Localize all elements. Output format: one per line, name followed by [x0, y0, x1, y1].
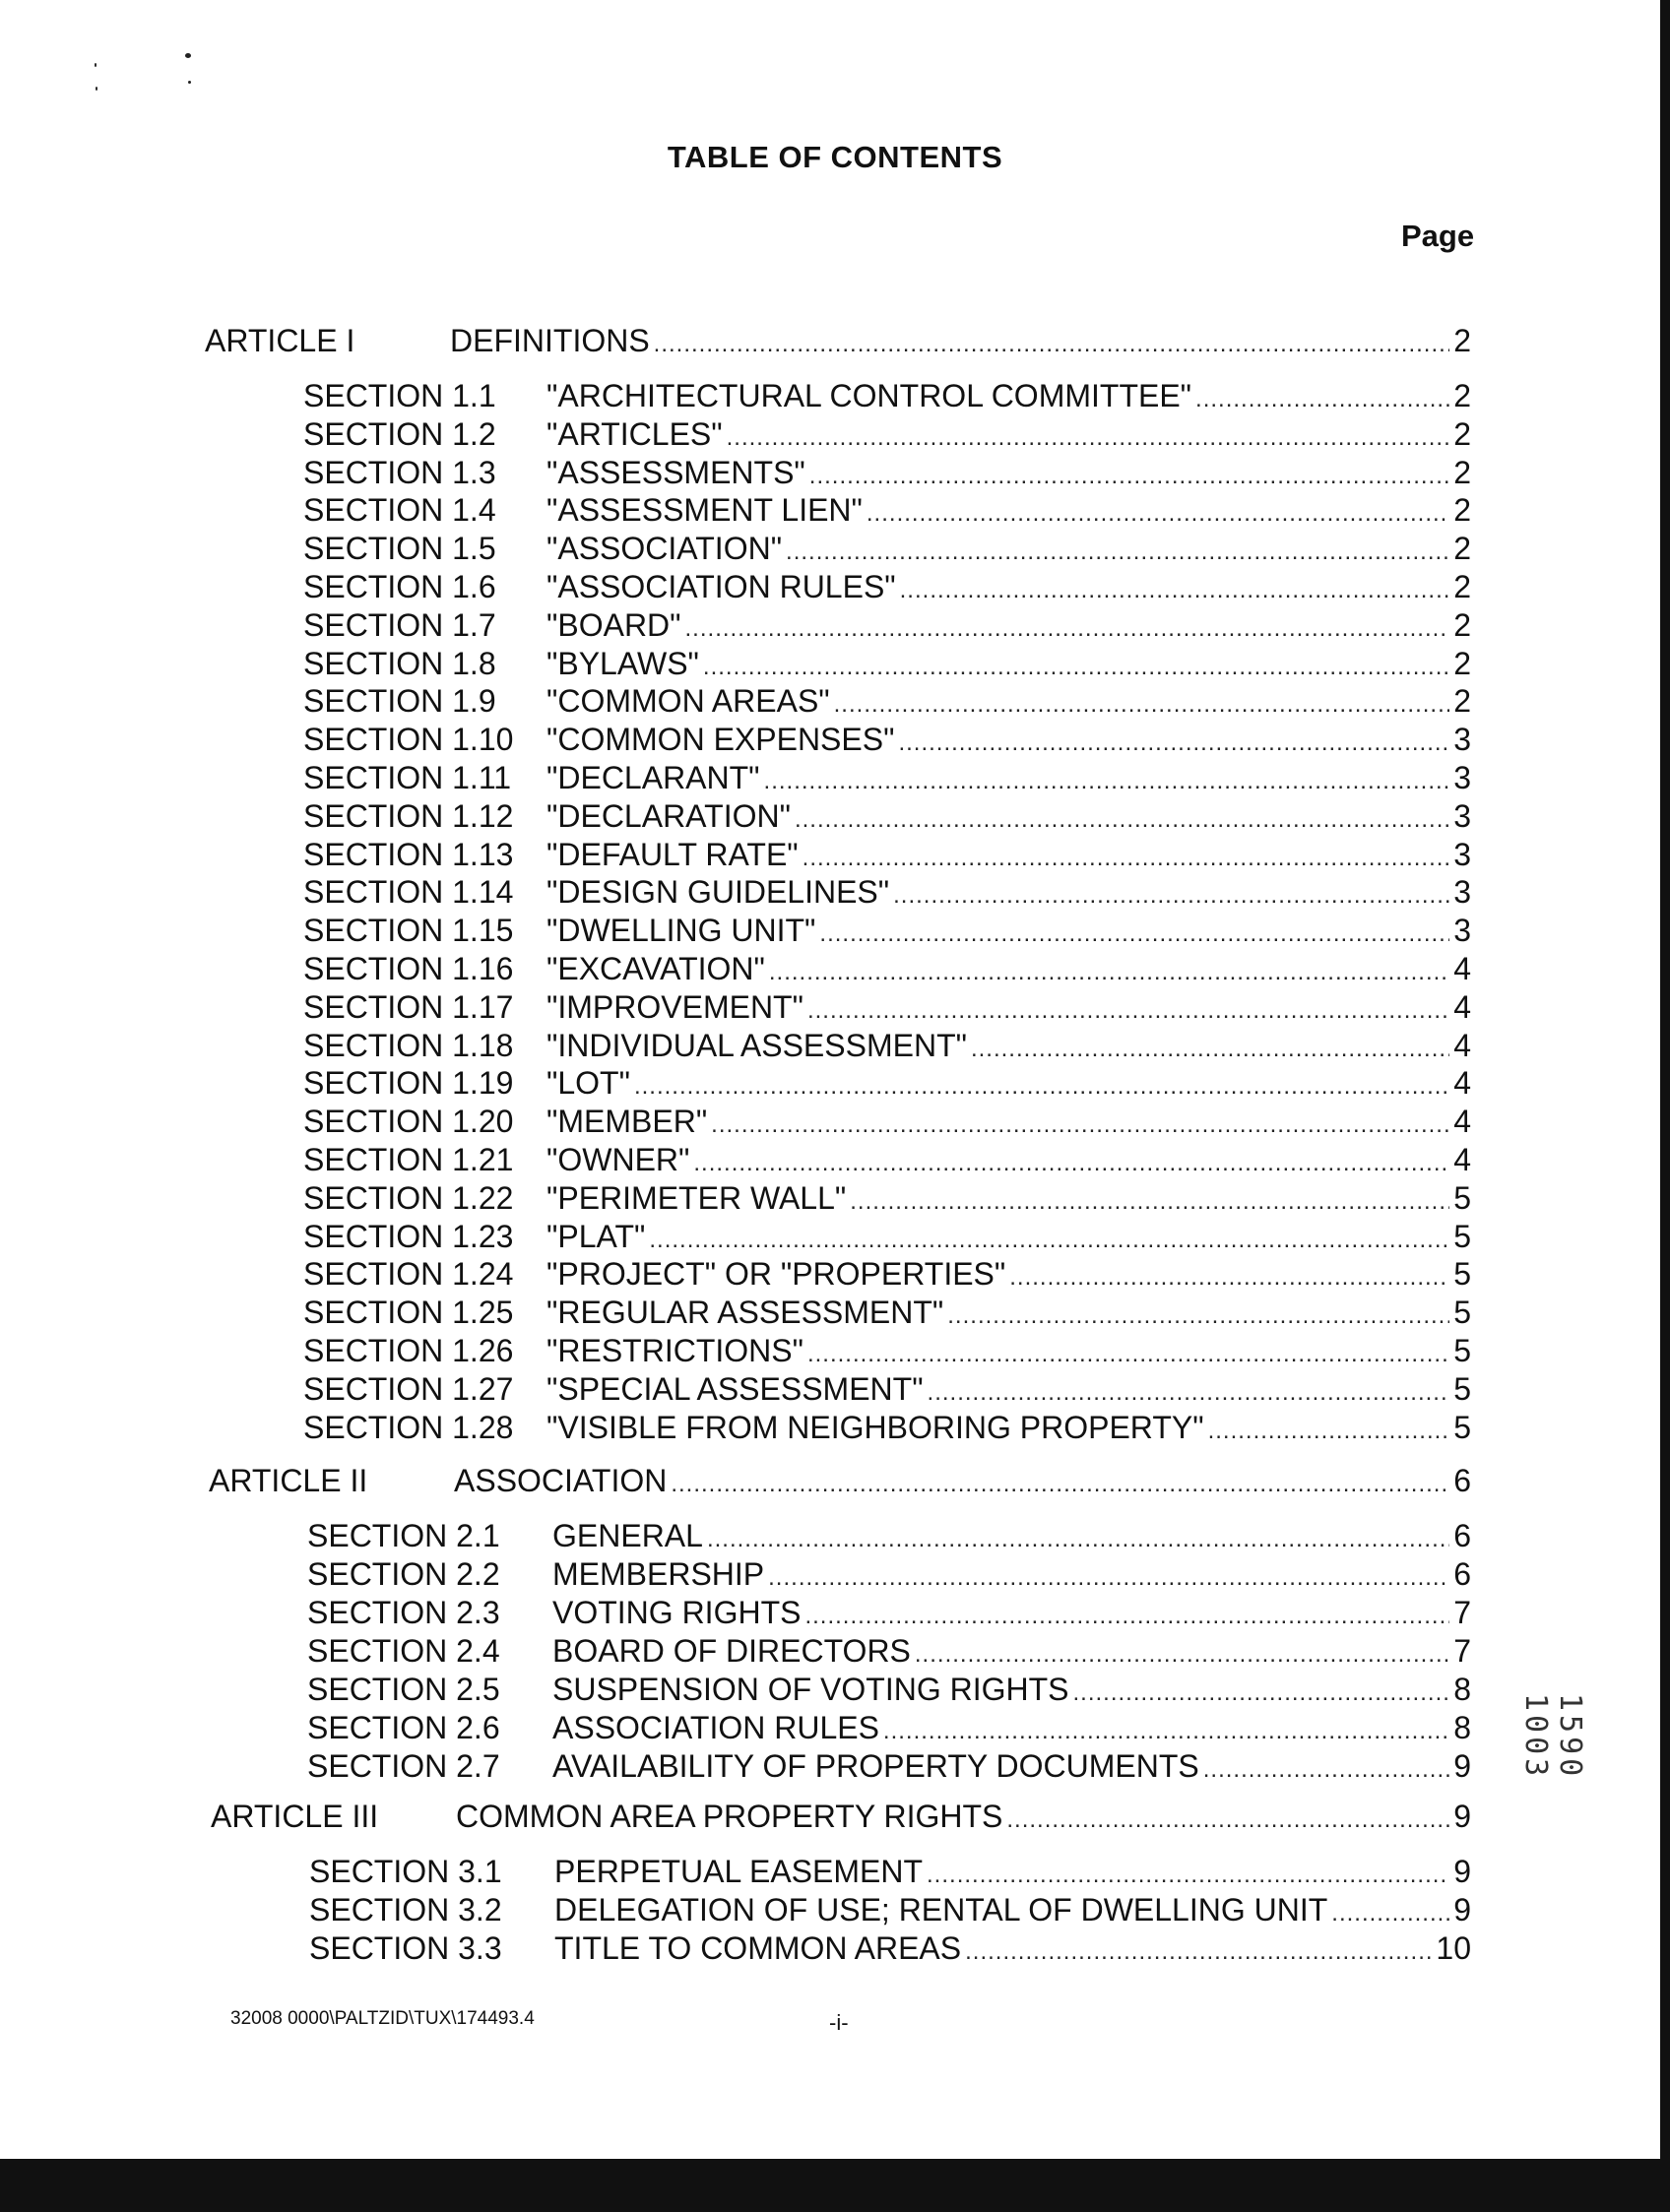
page-ref: 4 [1453, 989, 1471, 1025]
toc-section-row [309, 1894, 1471, 1926]
section-number: SECTION 1.13 [303, 837, 514, 872]
page-ref: 3 [1453, 722, 1471, 757]
section-number: SECTION 1.1 [303, 378, 496, 413]
section-number: SECTION 1.4 [303, 492, 496, 528]
section-title: "SPECIAL ASSESSMENT" [546, 1371, 924, 1407]
page-ref: 5 [1453, 1256, 1471, 1292]
dot-leader [893, 884, 1449, 908]
toc-section-row [307, 1558, 1471, 1590]
section-number: SECTION 2.6 [307, 1710, 500, 1745]
article-number: ARTICLE II [209, 1463, 368, 1498]
section-number: SECTION 1.17 [303, 989, 514, 1025]
page-ref: 8 [1453, 1710, 1471, 1745]
page-ref: 10 [1436, 1930, 1471, 1966]
page-ref: 4 [1453, 1028, 1471, 1063]
page-ref: 4 [1453, 1065, 1471, 1101]
page-ref: 2 [1453, 378, 1471, 413]
section-number: SECTION 1.2 [303, 416, 496, 452]
dot-leader [1073, 1681, 1450, 1705]
section-number: SECTION 1.27 [303, 1371, 514, 1407]
section-number: SECTION 1.18 [303, 1028, 514, 1063]
toc-section-row [303, 1258, 1471, 1290]
article-number: ARTICLE III [211, 1799, 379, 1834]
dot-leader [898, 731, 1449, 755]
toc-section-row [307, 1520, 1471, 1551]
dot-leader [804, 1605, 1449, 1628]
dot-leader [671, 1473, 1449, 1496]
dot-leader [803, 847, 1449, 870]
page-ref: 2 [1453, 492, 1471, 528]
scan-border-bottom [0, 2159, 1670, 2212]
dot-leader [900, 579, 1449, 602]
section-number: SECTION 1.16 [303, 951, 514, 986]
section-number: SECTION 3.3 [309, 1930, 502, 1966]
dot-leader [711, 1113, 1449, 1137]
dot-leader [707, 1528, 1449, 1551]
dot-leader [1195, 388, 1449, 411]
page-ref: 5 [1453, 1410, 1471, 1445]
toc-section-row [303, 991, 1471, 1023]
page-ref: 4 [1453, 1104, 1471, 1139]
section-number: SECTION 1.28 [303, 1410, 514, 1445]
article-number: ARTICLE I [205, 323, 355, 358]
page-ref: 2 [1453, 683, 1471, 719]
toc-section-row [303, 533, 1471, 564]
section-title: "DECLARANT" [546, 760, 760, 795]
section-number: SECTION 2.4 [307, 1633, 500, 1669]
toc-section-row [303, 876, 1471, 908]
page-ref: 7 [1453, 1595, 1471, 1630]
section-title: AVAILABILITY OF PROPERTY DOCUMENTS [552, 1748, 1199, 1784]
page-title: TABLE OF CONTENTS [667, 140, 1003, 174]
toc-section-row [303, 609, 1471, 641]
section-number: SECTION 2.5 [307, 1672, 500, 1707]
toc-section-row [303, 915, 1471, 946]
dot-leader [947, 1304, 1449, 1328]
page-ref: 5 [1453, 1333, 1471, 1368]
dot-leader [795, 808, 1449, 832]
section-number: SECTION 1.6 [303, 569, 496, 604]
dot-leader [786, 540, 1449, 564]
toc-article-row [205, 325, 1471, 356]
page-ref: 2 [1453, 569, 1471, 604]
toc-section-row [307, 1674, 1471, 1705]
section-title: "MEMBER" [546, 1104, 708, 1139]
toc-section-row [309, 1932, 1471, 1964]
dot-leader [809, 465, 1449, 488]
section-title: "INDIVIDUAL ASSESSMENT" [546, 1028, 967, 1063]
section-number: SECTION 1.9 [303, 683, 496, 719]
toc-section-row [303, 1182, 1471, 1214]
section-number: SECTION 1.5 [303, 531, 496, 566]
section-number: SECTION 1.10 [303, 722, 514, 757]
section-title: "VISIBLE FROM NEIGHBORING PROPERTY" [546, 1410, 1204, 1445]
section-number: SECTION 1.12 [303, 798, 514, 834]
section-number: SECTION 1.23 [303, 1219, 514, 1254]
toc-section-row [303, 1067, 1471, 1099]
dot-leader [883, 1720, 1449, 1743]
section-number: SECTION 1.20 [303, 1104, 514, 1139]
dot-leader [1006, 1808, 1449, 1832]
dot-leader [915, 1643, 1449, 1667]
section-title: "DECLARATION" [546, 798, 791, 834]
section-number: SECTION 3.1 [309, 1854, 502, 1889]
side-stamp: 1590 1003 [1518, 1693, 1587, 1781]
section-number: SECTION 1.26 [303, 1333, 514, 1368]
section-number: SECTION 2.3 [307, 1595, 500, 1630]
dot-leader [834, 693, 1449, 717]
section-title: "PERIMETER WALL" [546, 1180, 847, 1216]
toc-section-row [303, 762, 1471, 793]
section-title: "DWELLING UNIT" [546, 913, 816, 948]
dot-leader [769, 961, 1449, 984]
section-title: "LOT" [546, 1065, 630, 1101]
section-title: "ASSESSMENTS" [546, 455, 805, 490]
toc-section-row [303, 800, 1471, 832]
page-ref: 9 [1453, 1799, 1471, 1834]
dot-leader [654, 333, 1449, 356]
toc-section-row [303, 1296, 1471, 1328]
section-number: SECTION 1.19 [303, 1065, 514, 1101]
section-title: "BOARD" [546, 607, 681, 643]
toc-section-row [307, 1750, 1471, 1782]
section-number: SECTION 2.2 [307, 1556, 500, 1592]
section-title: "EXCAVATION" [546, 951, 765, 986]
dot-leader [1009, 1266, 1449, 1290]
dot-leader [727, 426, 1449, 450]
section-number: SECTION 1.22 [303, 1180, 514, 1216]
section-title: ASSOCIATION RULES [552, 1710, 879, 1745]
page-ref: 5 [1453, 1295, 1471, 1330]
page-ref: 6 [1453, 1518, 1471, 1553]
toc-section-row [303, 457, 1471, 488]
page-number: -i- [829, 2010, 849, 2035]
page-ref: 5 [1453, 1371, 1471, 1407]
toc-section-row [303, 380, 1471, 411]
toc-section-row [307, 1597, 1471, 1628]
page-ref: 7 [1453, 1633, 1471, 1669]
section-number: SECTION 1.15 [303, 913, 514, 948]
dot-leader [807, 999, 1449, 1023]
section-title: "BYLAWS" [546, 646, 699, 681]
section-title: "OWNER" [546, 1142, 690, 1177]
page-ref: 5 [1453, 1180, 1471, 1216]
toc-section-row [303, 418, 1471, 450]
page-ref: 9 [1453, 1854, 1471, 1889]
toc-section-row [303, 1412, 1471, 1443]
section-title: "PLAT" [546, 1219, 646, 1254]
section-number: SECTION 1.7 [303, 607, 496, 643]
dot-leader [1203, 1758, 1449, 1782]
dot-leader [867, 502, 1449, 526]
section-title: "COMMON AREAS" [546, 683, 830, 719]
page-ref: 9 [1453, 1892, 1471, 1928]
page-ref: 3 [1453, 798, 1471, 834]
section-title: "ARTICLES" [546, 416, 723, 452]
section-number: SECTION 2.1 [307, 1518, 500, 1553]
section-title: TITLE TO COMMON AREAS [554, 1930, 962, 1966]
page-ref: 2 [1453, 455, 1471, 490]
dot-leader [850, 1190, 1449, 1214]
dot-leader [1331, 1902, 1449, 1926]
section-title: VOTING RIGHTS [552, 1595, 802, 1630]
section-title: "ASSESSMENT LIEN" [546, 492, 863, 528]
toc-section-row [303, 1144, 1471, 1175]
toc-section-row [307, 1712, 1471, 1743]
dot-leader [693, 1152, 1449, 1175]
article-title: DEFINITIONS [450, 323, 650, 358]
article-title: COMMON AREA PROPERTY RIGHTS [456, 1799, 1003, 1834]
section-number: SECTION 1.3 [303, 455, 496, 490]
page-ref: 9 [1453, 1748, 1471, 1784]
section-title: GENERAL [552, 1518, 703, 1553]
toc-section-row [307, 1635, 1471, 1667]
dot-leader [965, 1940, 1432, 1964]
page-column-label: Page [1401, 219, 1475, 253]
toc-section-row [303, 839, 1471, 870]
section-title: "PROJECT" OR "PROPERTIES" [546, 1256, 1006, 1292]
section-number: SECTION 1.24 [303, 1256, 514, 1292]
page-ref: 4 [1453, 951, 1471, 986]
section-title: SUSPENSION OF VOTING RIGHTS [552, 1672, 1069, 1707]
page-ref: 6 [1453, 1556, 1471, 1592]
dot-leader [764, 770, 1449, 793]
toc-article-row [211, 1801, 1471, 1832]
toc-section-row [303, 1030, 1471, 1061]
page-ref: 3 [1453, 837, 1471, 872]
section-title: PERPETUAL EASEMENT [554, 1854, 924, 1889]
section-number: SECTION 1.14 [303, 874, 514, 910]
toc-section-row [303, 953, 1471, 984]
toc-section-row [303, 724, 1471, 755]
section-number: SECTION 1.25 [303, 1295, 514, 1330]
toc-section-row [309, 1856, 1471, 1887]
toc-section-row [303, 1373, 1471, 1405]
page-ref: 3 [1453, 874, 1471, 910]
page-ref: 2 [1453, 531, 1471, 566]
toc-article-row [209, 1465, 1471, 1496]
dot-leader [1208, 1420, 1449, 1443]
page-ref: 3 [1453, 913, 1471, 948]
dot-leader [927, 1864, 1449, 1887]
dot-leader [685, 617, 1449, 641]
scan-border-right [1660, 0, 1670, 2212]
dot-leader [634, 1075, 1449, 1099]
section-number: SECTION 3.2 [309, 1892, 502, 1928]
section-title: "REGULAR ASSESSMENT" [546, 1295, 944, 1330]
page-ref: 2 [1453, 323, 1471, 358]
page-ref: 2 [1453, 607, 1471, 643]
dot-leader [703, 656, 1449, 679]
toc-section-row [303, 1335, 1471, 1366]
page-ref: 8 [1453, 1672, 1471, 1707]
page-ref: 6 [1453, 1463, 1471, 1498]
page-ref: 5 [1453, 1219, 1471, 1254]
page-ref: 2 [1453, 416, 1471, 452]
toc-section-row [303, 494, 1471, 526]
page-ref: 2 [1453, 646, 1471, 681]
section-title: "IMPROVEMENT" [546, 989, 803, 1025]
dot-leader [807, 1343, 1449, 1366]
article-title: ASSOCIATION [454, 1463, 668, 1498]
dot-leader [768, 1566, 1449, 1590]
toc-section-row [303, 685, 1471, 717]
toc-section-row [303, 1106, 1471, 1137]
section-title: "COMMON EXPENSES" [546, 722, 895, 757]
section-number: SECTION 2.7 [307, 1748, 500, 1784]
document-id: 32008 0000\PALTZID\TUX\174493.4 [230, 2008, 535, 2029]
section-title: "DESIGN GUIDELINES" [546, 874, 890, 910]
section-number: SECTION 1.21 [303, 1142, 514, 1177]
page-ref: 3 [1453, 760, 1471, 795]
section-title: "RESTRICTIONS" [546, 1333, 803, 1368]
dot-leader [819, 922, 1449, 946]
dot-leader [649, 1229, 1449, 1252]
section-title: "ASSOCIATION" [546, 531, 783, 566]
page-ref: 4 [1453, 1142, 1471, 1177]
section-title: BOARD OF DIRECTORS [552, 1633, 911, 1669]
section-title: "ASSOCIATION RULES" [546, 569, 896, 604]
toc-section-row [303, 648, 1471, 679]
toc-section-row [303, 1221, 1471, 1252]
section-title: DELEGATION OF USE; RENTAL OF DWELLING UNIT [554, 1892, 1328, 1928]
dot-leader [928, 1381, 1449, 1405]
toc-section-row [303, 571, 1471, 602]
dot-leader [971, 1038, 1449, 1061]
section-title: "ARCHITECTURAL CONTROL COMMITTEE" [546, 378, 1192, 413]
section-title: MEMBERSHIP [552, 1556, 765, 1592]
section-number: SECTION 1.8 [303, 646, 496, 681]
section-title: "DEFAULT RATE" [546, 837, 799, 872]
section-number: SECTION 1.11 [303, 760, 512, 795]
